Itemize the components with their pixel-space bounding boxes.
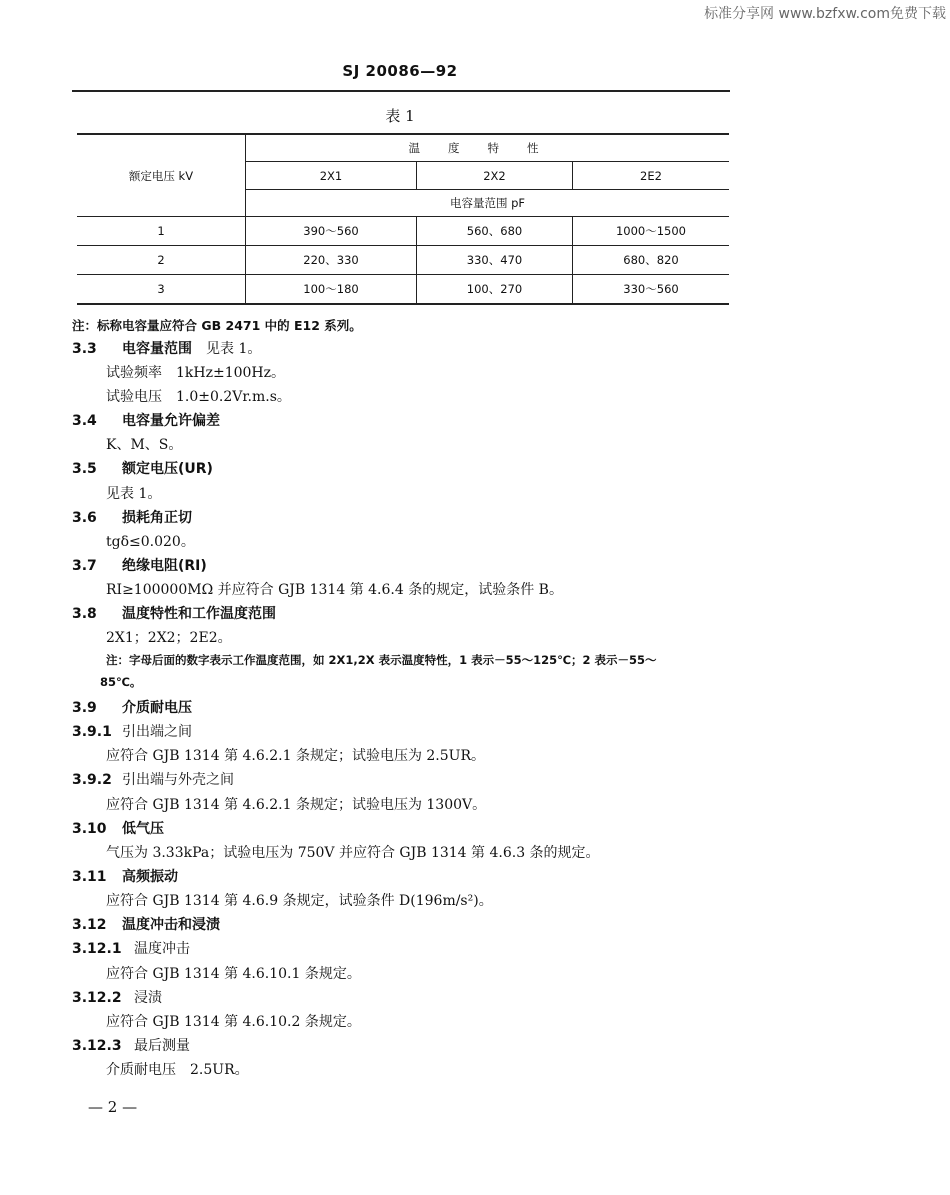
value-cell: 330、470 [417, 246, 573, 275]
temperature-note: 注：字母后面的数字表示工作温度范围，如 2X1,2X 表示温度特性，1 表示－55～125℃；2 表示－55～ [106, 653, 657, 667]
value-cell: 390～560 [246, 217, 417, 246]
document-code-header: SJ 20086—92 [342, 62, 458, 80]
section-heading: 3.11 高频振动 [72, 869, 178, 885]
section-heading: 3.4 电容量允许偏差 [72, 413, 220, 429]
body-text: 应符合 GJB 1314 第 4.6.10.2 条规定。 [106, 1014, 361, 1030]
body-text: 应符合 GJB 1314 第 4.6.2.1 条规定；试验电压为 2.5UR。 [106, 748, 485, 764]
body-text: 试验电压 1.0±0.2Vr.m.s。 [106, 389, 291, 405]
body-text: 见表 1。 [106, 486, 162, 502]
value-cell: 220、330 [246, 246, 417, 275]
page-number: — 2 — [88, 1098, 138, 1116]
section-heading: 3.3 电容量范围 见表 1。 [72, 341, 262, 357]
spec-table [77, 133, 729, 305]
value-cell: 560、680 [417, 217, 573, 246]
watermark-text: 标准分享网 www.bzfxw.com免费下载 [704, 6, 946, 22]
group-header: 温度特性 [246, 134, 730, 162]
body-text: RI≥100000MΩ 并应符合 GJB 1314 第 4.6.4 条的规定，试验条件 B。 [106, 582, 563, 598]
section-heading: 3.5 额定电压(UR) [72, 461, 213, 477]
voltage-cell: 1 [77, 217, 246, 246]
header-rule [72, 90, 730, 92]
body-text: 介质耐电压 2.5UR。 [106, 1062, 249, 1078]
body-text: 气压为 3.33kPa；试验电压为 750V 并应符合 GJB 1314 第 4.6.3 条的规定。 [106, 845, 600, 861]
body-text: 应符合 GJB 1314 第 4.6.9 条规定，试验条件 D(196m/s²)。 [106, 893, 493, 909]
section-heading: 3.10 低气压 [72, 821, 164, 837]
temperature-note-continued: 85℃。 [100, 675, 142, 689]
column-header-2e2: 2E2 [573, 162, 730, 190]
body-text: 应符合 GJB 1314 第 4.6.2.1 条规定；试验电压为 1300V。 [106, 797, 487, 813]
section-heading: 3.12 温度冲击和浸渍 [72, 917, 220, 933]
body-text: K、M、S。 [106, 437, 183, 453]
value-cell: 330～560 [573, 275, 730, 305]
table-row [77, 246, 729, 275]
section-heading: 3.12.3 最后测量 [72, 1038, 190, 1054]
section-heading: 3.9.2 引出端与外壳之间 [72, 772, 234, 788]
body-text: 试验频率 1kHz±100Hz。 [106, 365, 286, 381]
value-cell: 680、820 [573, 246, 730, 275]
value-cell: 1000～1500 [573, 217, 730, 246]
body-text: 2X1；2X2；2E2。 [106, 630, 232, 646]
section-heading: 3.7 绝缘电阻(RI) [72, 558, 207, 574]
unit-header: 电容量范围 pF [246, 190, 730, 217]
section-heading: 3.12.2 浸渍 [72, 990, 162, 1006]
value-cell: 100、270 [417, 275, 573, 305]
section-heading: 3.9.1 引出端之间 [72, 724, 192, 740]
section-heading: 3.6 损耗角正切 [72, 510, 192, 526]
value-cell: 100～180 [246, 275, 417, 305]
table-row [77, 275, 729, 305]
section-heading: 3.12.1 温度冲击 [72, 941, 190, 957]
section-heading: 3.8 温度特性和工作温度范围 [72, 606, 276, 622]
stub-header: 额定电压 kV [77, 134, 246, 217]
voltage-cell: 3 [77, 275, 246, 305]
column-header-2x2: 2X2 [417, 162, 573, 190]
table-row [77, 217, 729, 246]
body-text: tgδ≤0.020。 [106, 534, 195, 550]
section-heading: 3.9 介质耐电压 [72, 700, 192, 716]
column-header-2x1: 2X1 [246, 162, 417, 190]
body-text: 应符合 GJB 1314 第 4.6.10.1 条规定。 [106, 966, 361, 982]
table-note: 注：标称电容量应符合 GB 2471 中的 E12 系列。 [72, 318, 362, 333]
table-title: 表 1 [385, 107, 415, 125]
voltage-cell: 2 [77, 246, 246, 275]
